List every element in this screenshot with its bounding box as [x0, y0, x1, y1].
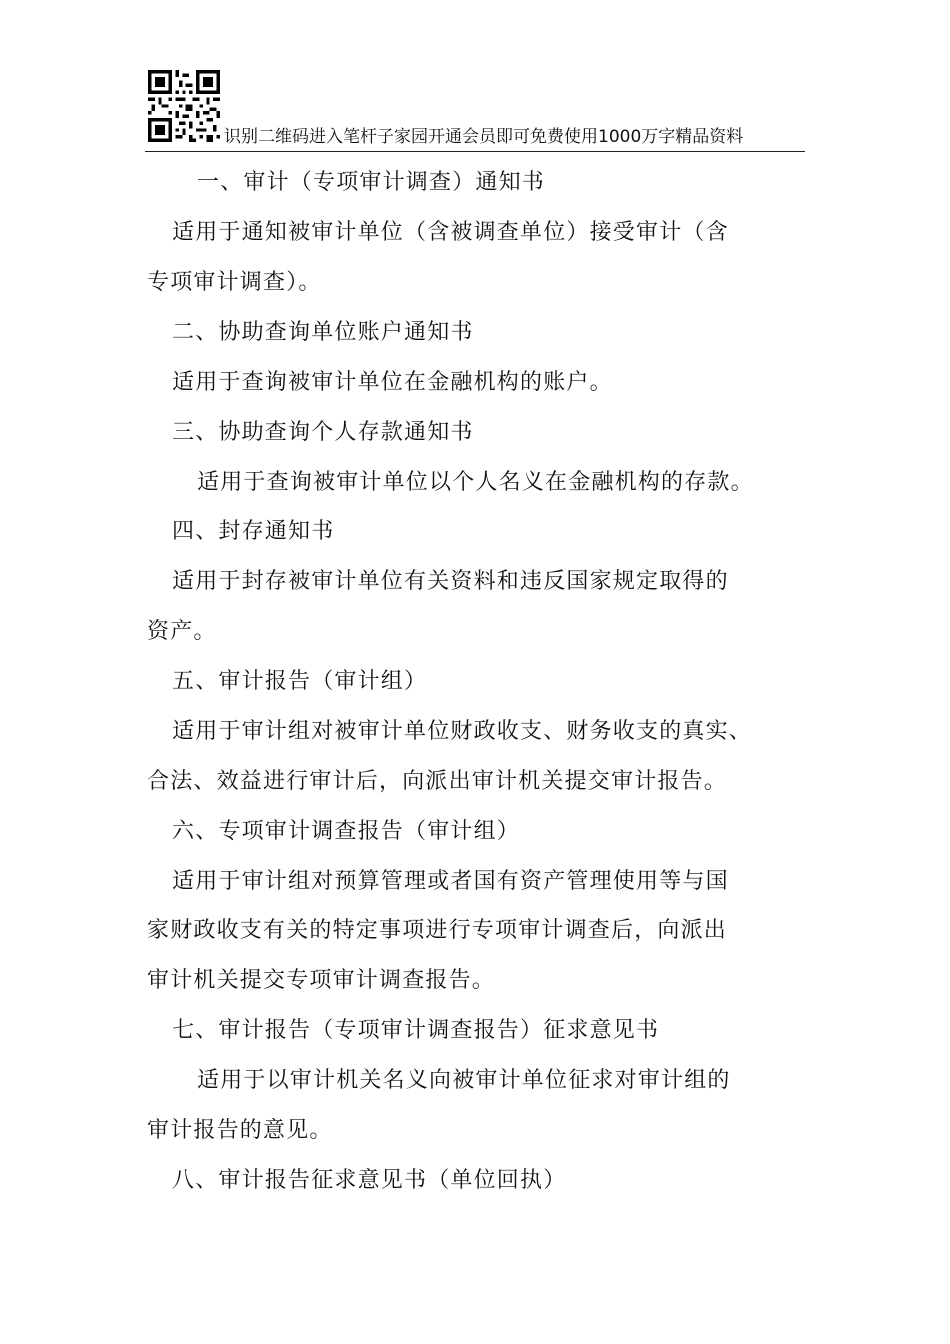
section-body-3: 适用于查询被审计单位以个人名义在金融机构的存款。	[197, 470, 754, 495]
section-heading-5: 五、审计报告（审计组）	[172, 669, 428, 694]
section-body-7-cont: 审计报告的意见。	[147, 1118, 333, 1143]
section-body-6: 适用于审计组对预算管理或者国有资产管理使用等与国	[172, 869, 729, 894]
section-body-5: 适用于审计组对被审计单位财政收支、财务收支的真实、	[172, 719, 753, 744]
section-heading-6: 六、专项审计调查报告（审计组）	[172, 819, 521, 844]
section-heading-3: 三、协助查询个人存款通知书	[172, 420, 474, 445]
section-heading-7: 七、审计报告（专项审计调查报告）征求意见书	[172, 1018, 660, 1043]
section-body-6-cont-1: 家财政收支有关的特定事项进行专项审计调查后，向派出	[147, 918, 728, 943]
section-body-5-cont: 合法、效益进行审计后，向派出审计机关提交审计报告。	[147, 769, 728, 794]
section-body-1-cont: 专项审计调查）。	[147, 270, 322, 295]
section-body-6-cont-2: 审计机关提交专项审计调查报告。	[147, 968, 496, 993]
section-body-2: 适用于查询被审计单位在金融机构的账户。	[172, 370, 613, 395]
section-body-4-cont: 资产。	[147, 619, 217, 644]
section-body-4: 适用于封存被审计单位有关资料和违反国家规定取得的	[172, 569, 729, 594]
header-divider	[145, 151, 805, 152]
section-heading-8: 八、审计报告征求意见书（单位回执）	[172, 1168, 567, 1193]
header-promo-text: 识别二维码进入笔杆子家园开通会员即可免费使用1000万字精品资料	[224, 127, 744, 147]
section-heading-4: 四、封存通知书	[172, 519, 335, 544]
section-body-1: 适用于通知被审计单位（含被调查单位）接受审计（含	[172, 220, 729, 245]
section-body-7: 适用于以审计机关名义向被审计单位征求对审计组的	[197, 1068, 731, 1093]
qr-code-icon	[147, 70, 221, 142]
section-heading-2: 二、协助查询单位账户通知书	[172, 320, 474, 345]
section-heading-1: 一、审计（专项审计调查）通知书	[197, 170, 546, 195]
